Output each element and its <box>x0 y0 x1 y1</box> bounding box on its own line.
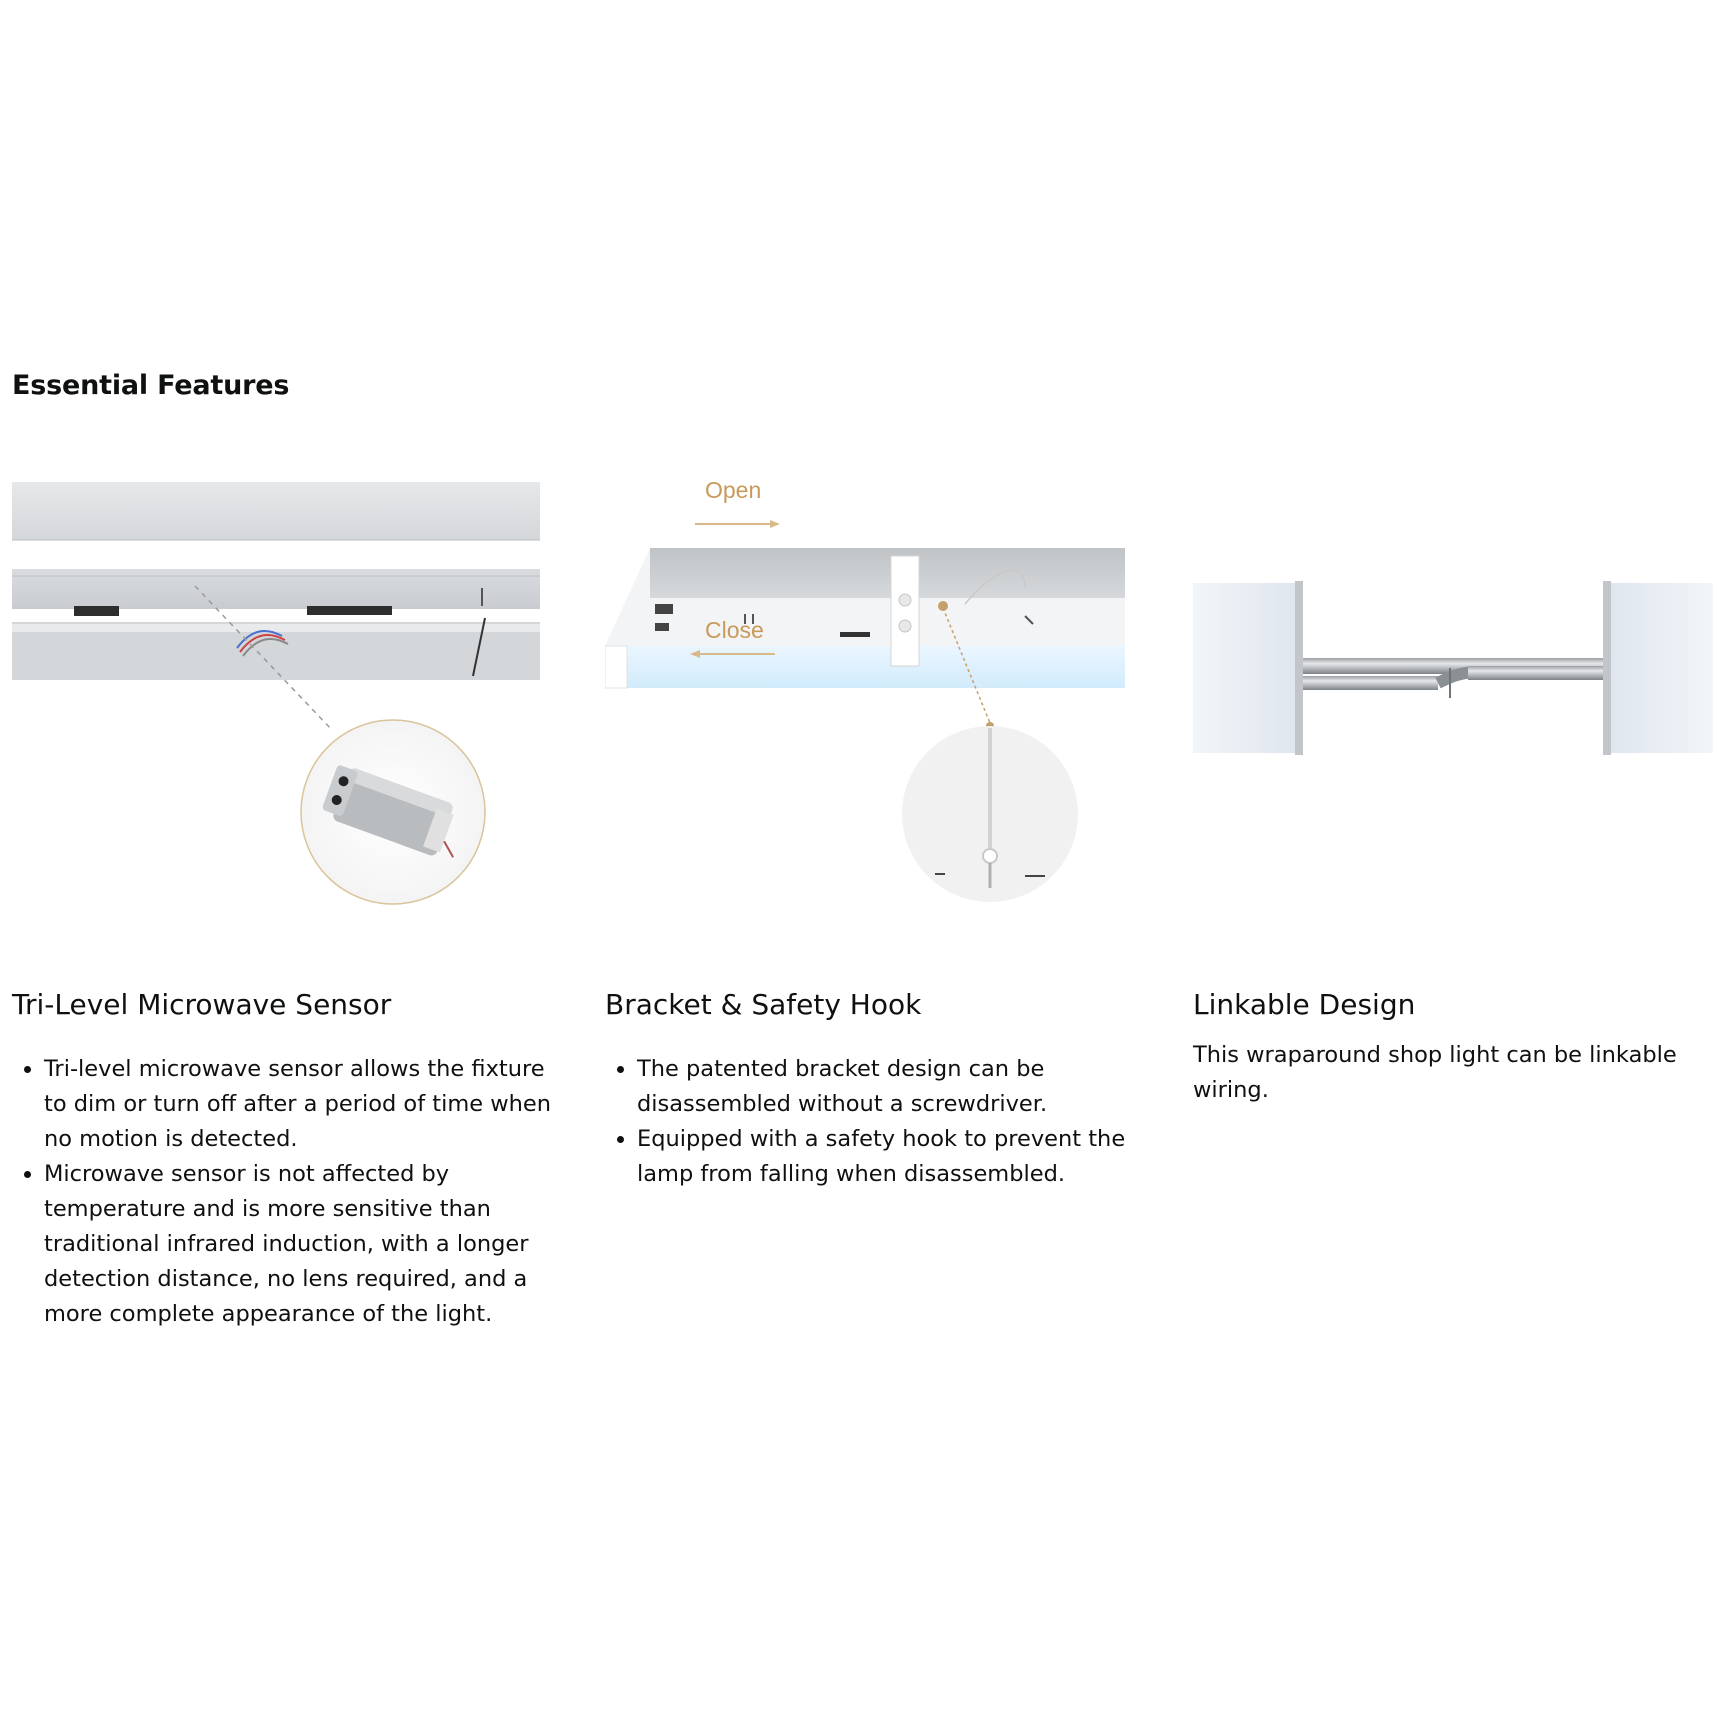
feature-title: Linkable Design <box>1193 988 1416 1021</box>
sensor-image <box>12 478 542 938</box>
feature-title: Tri-Level Microwave Sensor <box>12 988 392 1021</box>
bullet-item: • Tri-level microwave sensor allows the fixture to dim or turn off after a period of time when no motion is detected. <box>44 1052 554 1157</box>
feature-bracket-safety-hook <box>605 478 1135 1187</box>
feature-bullets <box>605 1052 1147 1192</box>
section-title: Essential Features <box>12 370 290 401</box>
close-label: Close <box>705 617 764 643</box>
linkable-image <box>1193 478 1713 938</box>
feature-tri-level-sensor <box>12 478 552 1327</box>
feature-description: This wraparound shop light can be linkable wiring. <box>1193 1042 1677 1103</box>
feature-bullets <box>12 1052 554 1332</box>
bullet-item: • Microwave sensor is not affected by temperature and is more sensitive than traditional infrared induction, with a longer detection distance, no lens required, and a more complete appearance of the light. <box>44 1157 554 1332</box>
feature-linkable-design <box>1193 478 1713 1103</box>
bracket-image <box>605 478 1135 938</box>
bullet-item: • The patented bracket design can be disassembled without a screwdriver. <box>637 1052 1147 1122</box>
feature-title: Bracket & Safety Hook <box>605 988 922 1021</box>
bullet-item: • Equipped with a safety hook to prevent the lamp from falling when disassembled. <box>637 1122 1147 1192</box>
open-label: Open <box>705 478 762 503</box>
